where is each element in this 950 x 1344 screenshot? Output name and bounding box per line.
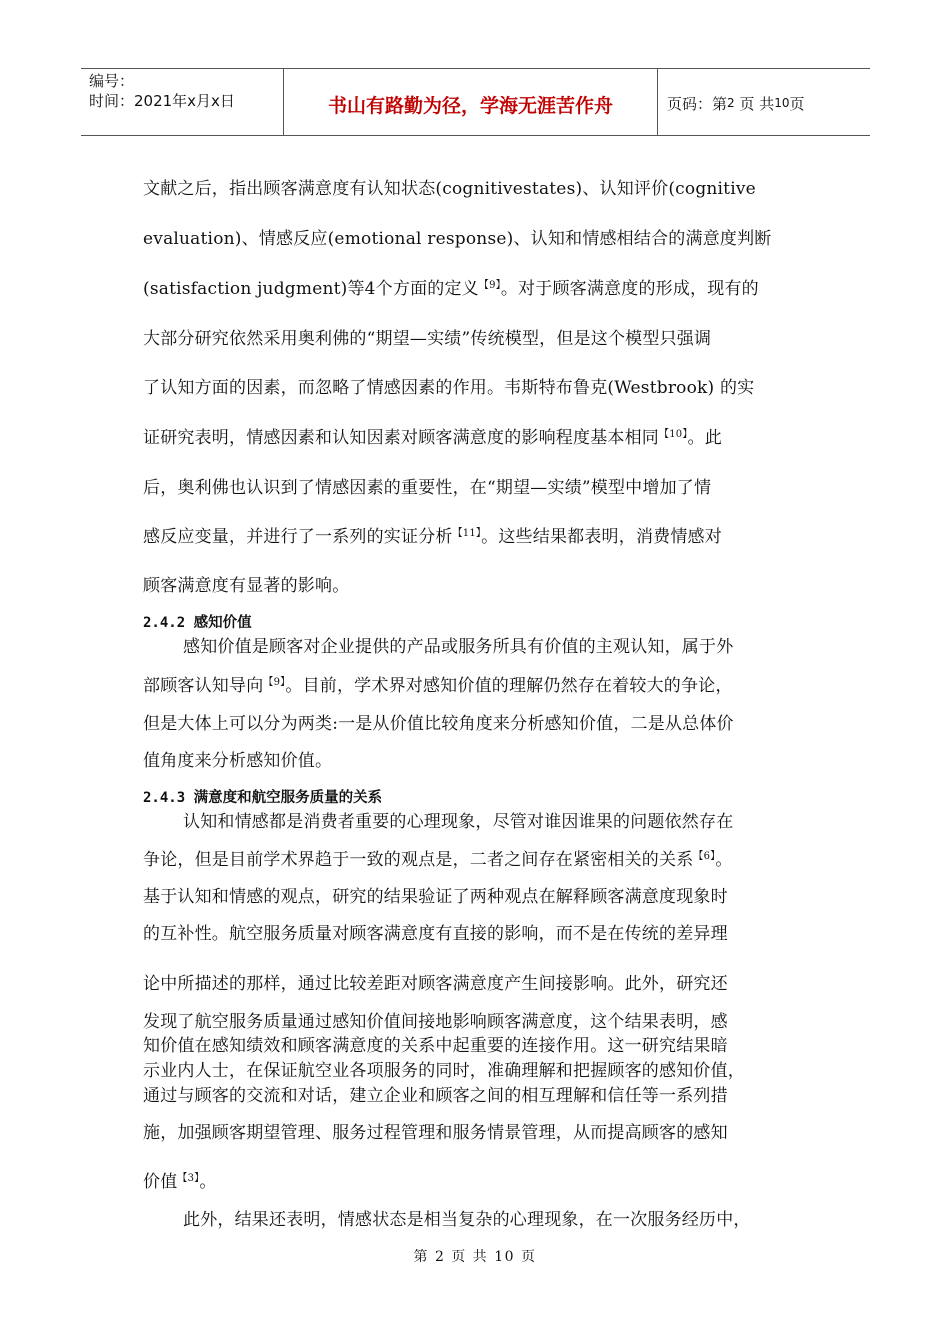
text-line [143, 1167, 813, 1192]
page-mid: 页 共 [739, 94, 775, 113]
text-span: 。 [199, 1172, 217, 1192]
citation: 【6】 [693, 851, 716, 862]
text-line: 论中所描述的那样，通过比较差距对顾客满意度产生间接影响。此外，研究还 [143, 974, 728, 994]
header-page-info [658, 69, 870, 135]
citation: 【11】 [452, 528, 482, 539]
text-span: 。这些结果都表明，消费情感对 [481, 527, 722, 547]
text-line: 发现了航空服务质量通过感知价值间接地影响顾客满意度，这个结果表明，感 [143, 1012, 728, 1032]
text-span: (satisfaction judgment)等4个方面的定义 [143, 279, 479, 299]
text-span: 争论，但是目前学术界趋于一致的观点是，二者之间存在紧密相关的关系 [143, 850, 694, 870]
text-line [143, 845, 813, 870]
section-heading [143, 611, 813, 632]
page-end: 页 [789, 94, 805, 113]
text-line: 后，奥利佛也认识到了情感因素的重要性，在“期望—实绩”模型中增加了情 [143, 478, 712, 498]
page-number: 2 [727, 96, 735, 110]
text-line: 此外，结果还表明，情感状态是相当复杂的心理现象，在一次服务经历中， [183, 1210, 751, 1230]
text-line: evaluation)、情感反应(emotional response)、认知和情感相结合的满意度判断 [143, 229, 772, 249]
page-total: 10 [774, 96, 790, 110]
citation: 【9】 [263, 677, 286, 688]
text-line: 施，加强顾客期望管理、服务过程管理和服务情景管理，从而提高顾客的感知 [143, 1123, 728, 1143]
citation: 【10】 [659, 429, 688, 440]
text-span: 证研究表明，情感因素和认知因素对顾客满意度的影响程度基本相同 [143, 428, 659, 448]
header-meta [81, 69, 284, 135]
text-span: 感反应变量，并进行了一系列的实证分析 [143, 527, 453, 547]
text-line: 顾客满意度有显著的影响。 [143, 576, 350, 596]
text-line [143, 671, 813, 696]
page-label: 页码：第 [667, 94, 728, 113]
citation: 【3】 [177, 1173, 200, 1184]
text-line: 示业内人士，在保证航空业各项服务的同时，准确理解和把握顾客的感知价值， [143, 1061, 745, 1081]
text-span: 价值 [143, 1172, 178, 1192]
text-line: 大部分研究依然采用奥利佛的“期望—实绩”传统模型，但是这个模型只强调 [143, 329, 712, 349]
text-line: 感知价值是顾客对企业提供的产品或服务所具有价值的主观认知，属于外 [183, 637, 734, 657]
section-number: 2.4.2 [143, 615, 186, 631]
citation: 【9】 [478, 280, 501, 291]
text-line [143, 423, 813, 448]
text-line: 知价值在感知绩效和顾客满意度的关系中起重要的连接作用。这一研究结果暗 [143, 1036, 728, 1056]
section-heading [143, 786, 813, 807]
text-line [143, 522, 813, 547]
page-footer: 第 2 页 共 10 页 [413, 1249, 537, 1265]
text-span: 。对于顾客满意度的形成，现有的 [500, 279, 759, 299]
page-header [81, 68, 870, 136]
date-label: 时间：2021年x月x日 [89, 92, 235, 110]
text-line: 基于认知和情感的观点，研究的结果验证了两种观点在解释顾客满意度现象时 [143, 887, 728, 907]
section-title: 满意度和航空服务质量的关系 [193, 790, 383, 806]
text-line: 通过与顾客的交流和对话，建立企业和顾客之间的相互理解和信任等一系列措 [143, 1086, 728, 1106]
text-line: 但是大体上可以分为两类:一是从价值比较角度来分析感知价值，二是从总体价 [143, 714, 734, 734]
text-line: 值角度来分析感知价值。 [143, 751, 333, 771]
text-span: 。此 [687, 428, 722, 448]
text-line: 认知和情感都是消费者重要的心理现象，尽管对谁因谁果的问题依然存在 [183, 812, 734, 832]
text-line: 文献之后，指出顾客满意度有认知状态(cognitivestates)、认知评价(cognitive [143, 179, 756, 199]
text-span: 。目前，学术界对感知价值的理解仍然存在着较大的争论， [285, 676, 733, 696]
text-span: 部顾客认知导向 [143, 676, 264, 696]
text-line [143, 274, 813, 299]
text-span: 。 [715, 850, 733, 870]
header-motto: 书山有路勤为径，学海无涯苦作舟 [284, 69, 658, 135]
section-number: 2.4.3 [143, 790, 186, 806]
doc-number-label: 编号： [89, 72, 135, 90]
text-line: 了认知方面的因素，而忽略了情感因素的作用。韦斯特布鲁克(Westbrook) 的实 [143, 378, 755, 398]
section-title: 感知价值 [193, 615, 252, 631]
text-line: 的互补性。航空服务质量对顾客满意度有直接的影响，而不是在传统的差异理 [143, 924, 728, 944]
